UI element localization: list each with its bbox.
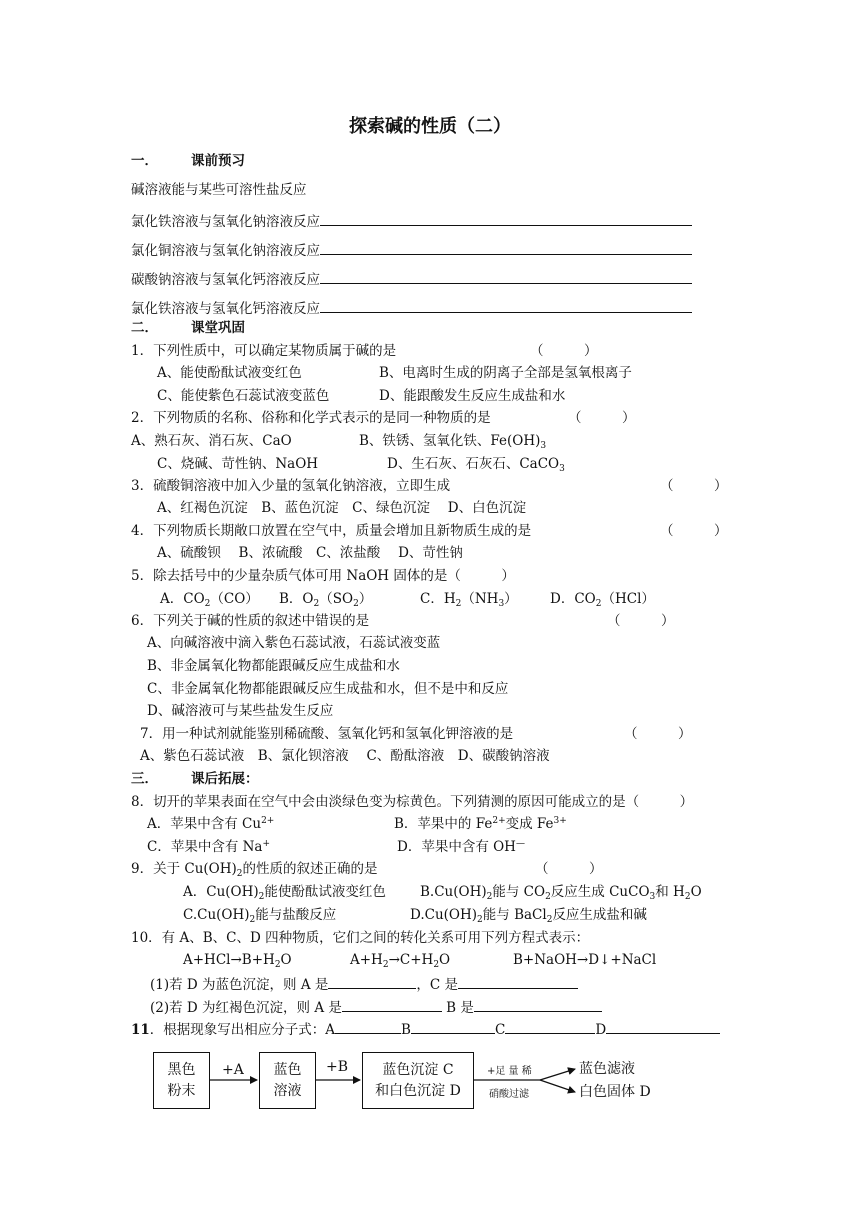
question-3-stem: 3．硫酸铜溶液中加入少量的氢氧化钠溶液，立即生成: [131, 478, 451, 494]
question-6-option-a: A、向碱溶液中滴入紫色石蕊试液，石蕊试液变蓝: [147, 635, 441, 651]
section-3-number: 三．: [131, 771, 158, 787]
arrow-1-label: +A: [222, 1062, 244, 1078]
section-1-number: 一．: [131, 153, 158, 169]
question-6-stem: 6．下列关于碱的性质的叙述中错误的是: [131, 613, 370, 629]
question-2-option-a: A、熟石灰、消石灰、CaO: [131, 433, 292, 449]
page-title: 探索碱的性质（二）: [349, 116, 511, 137]
white-solid-label: 白色固体 D: [579, 1084, 651, 1100]
preview-line: 氯化铜溶液与氢氧化钠溶液反应: [131, 240, 692, 260]
question-3-options: A、红褐色沉淀 B、蓝色沉淀 C、绿色沉淀 D、白色沉淀: [157, 500, 527, 516]
question-9-stem: 9．关于 $Cu(OH)_2$的性质的叙述正确的是: [131, 861, 378, 879]
question-7-options: A、紫色石蕊试液 B、氯化钡溶液 C、酚酞溶液 D、碳酸钠溶液: [140, 748, 550, 764]
preview-intro: 碱溶液能与某些可溶性盐反应: [131, 182, 307, 198]
question-5-option-c: C．$H_2(NH_3)$: [420, 591, 518, 609]
question-8-stem: 8．切开的苹果表面在空气中会由淡绿色变为棕黄色。下列猜测的原因可能成立的是（ ）: [131, 794, 694, 810]
question-10-stem: 10．有 A、B、C、D 四种物质，它们之间的转化关系可用下列方程式表示：: [131, 930, 590, 946]
question-10-part-2: (2)若 D 为红褐色沉淀，则 A 是 B 是: [150, 997, 602, 1017]
black-powder-box: 黑色 粉末: [153, 1052, 210, 1109]
question-2-stem: 2．下列物质的名称、俗称和化学式表示的是同一种物质的是: [131, 410, 491, 426]
question-6-paren: （ ）: [607, 613, 675, 629]
question-6-option-d: D、碱溶液可与某些盐发生反应: [147, 703, 334, 719]
blue-solution-box: 蓝色 溶液: [259, 1052, 316, 1109]
equation-3: B+NaOH→D↓+NaCl: [513, 952, 657, 968]
question-9-option-c: $C.Cu(OH)_2$能与盐酸反应: [183, 907, 337, 925]
arrow-3-label-bottom: 硝酸过滤: [489, 1089, 529, 1100]
question-1-option-b: B、电离时生成的阴离子全部是氢氧根离子: [379, 365, 632, 381]
section-2-heading: 课堂巩固: [191, 320, 245, 336]
question-7-paren: （ ）: [624, 726, 692, 742]
question-5-option-a: A．$CO_2(CO)$: [160, 591, 259, 609]
question-9-paren: （ ）: [535, 861, 603, 877]
section-1-heading: 课前预习: [191, 153, 245, 169]
question-2-option-b: B、铁锈、氢氧化铁、$Fe(OH)_3$: [359, 433, 547, 451]
arrow-3-label-top: +足 量 稀: [487, 1066, 532, 1077]
precipitate-box: 蓝色沉淀 C 和白色沉淀 D: [362, 1052, 474, 1109]
question-11-stem: 11．根据现象写出相应分子式：A B C D: [131, 1019, 720, 1039]
question-8-option-b: B．苹果中的 $Fe^{2+}$变成 $Fe^{3+}$: [394, 816, 567, 832]
question-5-option-b: B．$O_2(SO_2)$: [279, 591, 373, 609]
arrow-3-branch-up: [540, 1069, 575, 1080]
question-8-option-c: C．苹果中含有 Na+: [147, 839, 271, 855]
question-1-option-d: D、能跟酸发生反应生成盐和水: [379, 388, 566, 404]
question-2-paren: （ ）: [568, 410, 636, 426]
question-1-paren: （ ）: [530, 343, 598, 359]
question-6-option-b: B、非金属氧化物都能跟碱反应生成盐和水: [147, 658, 400, 674]
question-7-stem: 7．用一种试剂就能鉴别稀硫酸、氢氧化钙和氢氧化钾溶液的是: [140, 726, 514, 742]
section-3-heading: 课后拓展：: [191, 771, 259, 787]
section-2-number: 二．: [131, 320, 158, 336]
question-6-option-c: C、非金属氧化物都能跟碱反应生成盐和水，但不是中和反应: [147, 681, 509, 697]
question-8-option-d: D．苹果中含有 OH—: [397, 839, 525, 855]
question-10-part-1: (1)若 D 为蓝色沉淀，则 A 是 ，C 是: [150, 974, 578, 994]
question-9-option-b: $B.Cu(OH)_2$能与 $CO_2$反应生成 CuCO$_3$和 $H_2O$: [420, 884, 702, 902]
question-2-option-c: C、烧碱、苛性钠、NaOH: [157, 456, 319, 472]
question-1-option-a: A、能使酚酞试液变红色: [157, 365, 302, 381]
question-2-option-d: D、生石灰、石灰石、CaCO$_3$: [387, 456, 565, 474]
equation-1: $A+HCl\to B+H_2O$: [183, 952, 292, 970]
arrow-2-label: +B: [326, 1059, 349, 1075]
question-9-option-a: A．$Cu(OH)_2$能使酚酞试液变红色: [183, 884, 386, 902]
preview-line: 氯化铁溶液与氢氧化钠溶液反应: [131, 211, 692, 231]
question-5-option-d: D．$CO_2(HCl)$: [550, 591, 655, 609]
blue-filtrate-label: 蓝色滤液: [579, 1061, 635, 1077]
equation-2: $A+H_2\to C+H_2O$: [350, 952, 451, 970]
question-1-stem: 1．下列性质中，可以确定某物质属于碱的是: [131, 343, 397, 359]
question-3-paren: （ ）: [660, 478, 728, 494]
question-9-option-d: $D.Cu(OH)_2$能与 BaCl$_2$反应生成盐和碱: [410, 907, 647, 925]
question-5-stem: 5．除去括号中的少量杂质气体可用 NaOH 固体的是（ ）: [131, 568, 515, 584]
question-4-paren: （ ）: [660, 523, 728, 539]
preview-line: 碳酸钠溶液与氢氧化钙溶液反应: [131, 269, 692, 289]
question-1-option-c: C、能使紫色石蕊试液变蓝色: [157, 388, 330, 404]
question-4-stem: 4．下列物质长期敞口放置在空气中，质量会增加且新物质生成的是: [131, 523, 532, 539]
question-8-option-a: A．苹果中含有 $Cu^{2+}$: [147, 816, 275, 832]
arrow-3-branch-down: [540, 1080, 575, 1092]
preview-line: 氯化铁溶液与氢氧化钙溶液反应: [131, 298, 692, 318]
question-4-options: A、硫酸钡 B、浓硫酸 C、浓盐酸 D、苛性钠: [157, 545, 463, 561]
